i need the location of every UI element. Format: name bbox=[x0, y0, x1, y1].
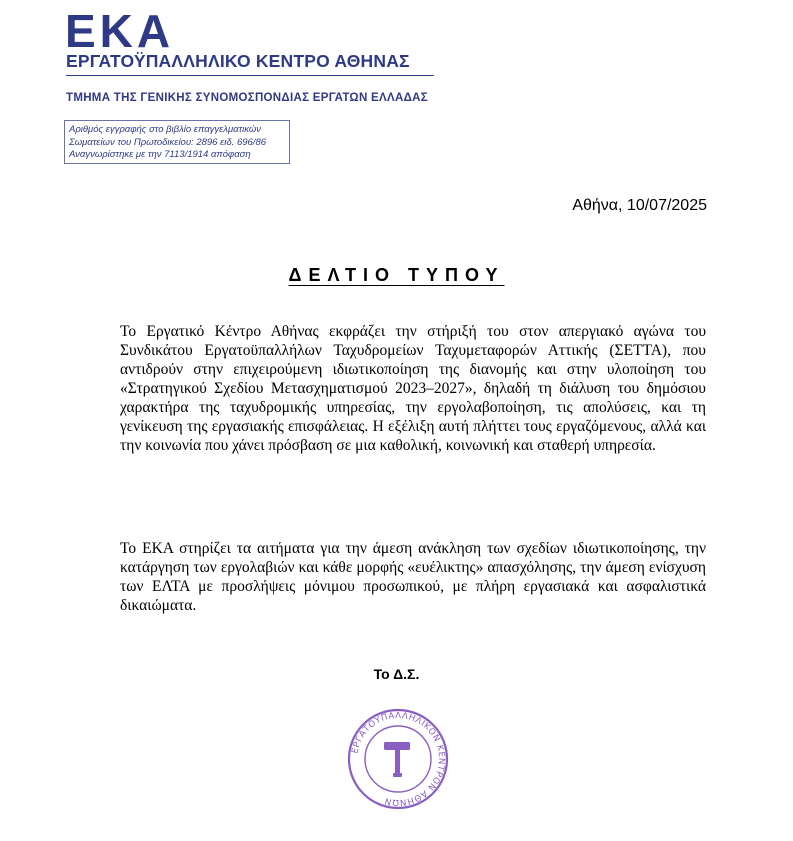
svg-text:ΕΡΓΑΤΟΫΠΑΛΛΗΛΙΚΟΝ ΚΕΝΤΡΟΝ ΑΘΗΝ: ΕΡΓΑΤΟΫΠΑΛΛΗΛΙΚΟΝ ΚΕΝΤΡΟΝ ΑΘΗΝΩΝ bbox=[350, 710, 447, 808]
header-divider bbox=[66, 75, 434, 76]
registration-line: Σωματείων του Πρωτοδικείου: 2896 ειδ. 696/86 bbox=[69, 136, 267, 148]
body-paragraph: Το Εργατικό Κέντρο Αθήνας εκφράζει την στήριξή του στον απεργιακό αγώνα του Συνδικάτου Εργατοϋπαλλήλων Ταχυδρομείων Ταχυμεταφορών Αττικής (ΣΕΤΤΑ), που αντιδρούν στην επιχειρούμενη ιδιωτικοποίηση της διανομής και στην υλοποίηση του «Στρατηγικού Σχεδίου Μετασχηματισμού 2023–2027», δηλαδή τη διάλυση του δημόσιου χαρακτήρα της ταχυδρομικής υπηρεσίας, την εργολαβοποίηση, τις απολύσεις, και τη γενίκευση της εργασιακής επισφάλειας. Η εξέλιξη αυτή πλήττει τους εργαζόμενους, αλλά και την κοινωνία που χάνει πρόσβαση σε μια καθολική, κοινωνική και σταθερή υπηρεσία. bbox=[120, 323, 706, 454]
body-paragraph: Το ΕΚΑ στηρίζει τα αιτήματα για την άμεση ανάκληση των σχεδίων ιδιωτικοποίησης, την κατάργηση των εργολαβιών και κάθε μορφής «ευέλικτης» απασχόλησης, την άμεση ενίσχυση των ΕΛΤΑ με προσλήψεις μόνιμου προσωπικού, με πλήρη εργασιακά και ασφαλιστικά δικαιώματα. bbox=[120, 540, 706, 614]
document-title-text: ΔΕΛΤΙΟ ΤΥΠΟΥ bbox=[288, 265, 505, 285]
document-title bbox=[0, 265, 793, 286]
signature: Το Δ.Σ. bbox=[373, 666, 420, 682]
registration-box bbox=[64, 120, 290, 164]
document-date: Αθήνα, 10/07/2025 bbox=[572, 197, 707, 214]
registration-line: Αναγνωρίστηκε με την 7113/1914 απόφαση bbox=[69, 149, 251, 160]
eka-logo: ΕΚΑ bbox=[65, 5, 175, 57]
registration-line: Αριθμός εγγραφής στο βιβλίο επαγγελματικών bbox=[69, 124, 262, 135]
hammer-icon bbox=[384, 742, 410, 777]
organization-name: ΕΡΓΑΤΟΫΠΑΛΛΗΛΙΚΟ ΚΕΝΤΡΟ ΑΘΗΝΑΣ bbox=[66, 51, 410, 71]
official-stamp-icon bbox=[346, 707, 450, 811]
department-name: ΤΜΗΜΑ ΤΗΣ ΓΕΝΙΚΗΣ ΣΥΝΟΜΟΣΠΟΝΔΙΑΣ ΕΡΓΑΤΩΝ ΕΛΛΑΔΑΣ bbox=[66, 92, 428, 104]
